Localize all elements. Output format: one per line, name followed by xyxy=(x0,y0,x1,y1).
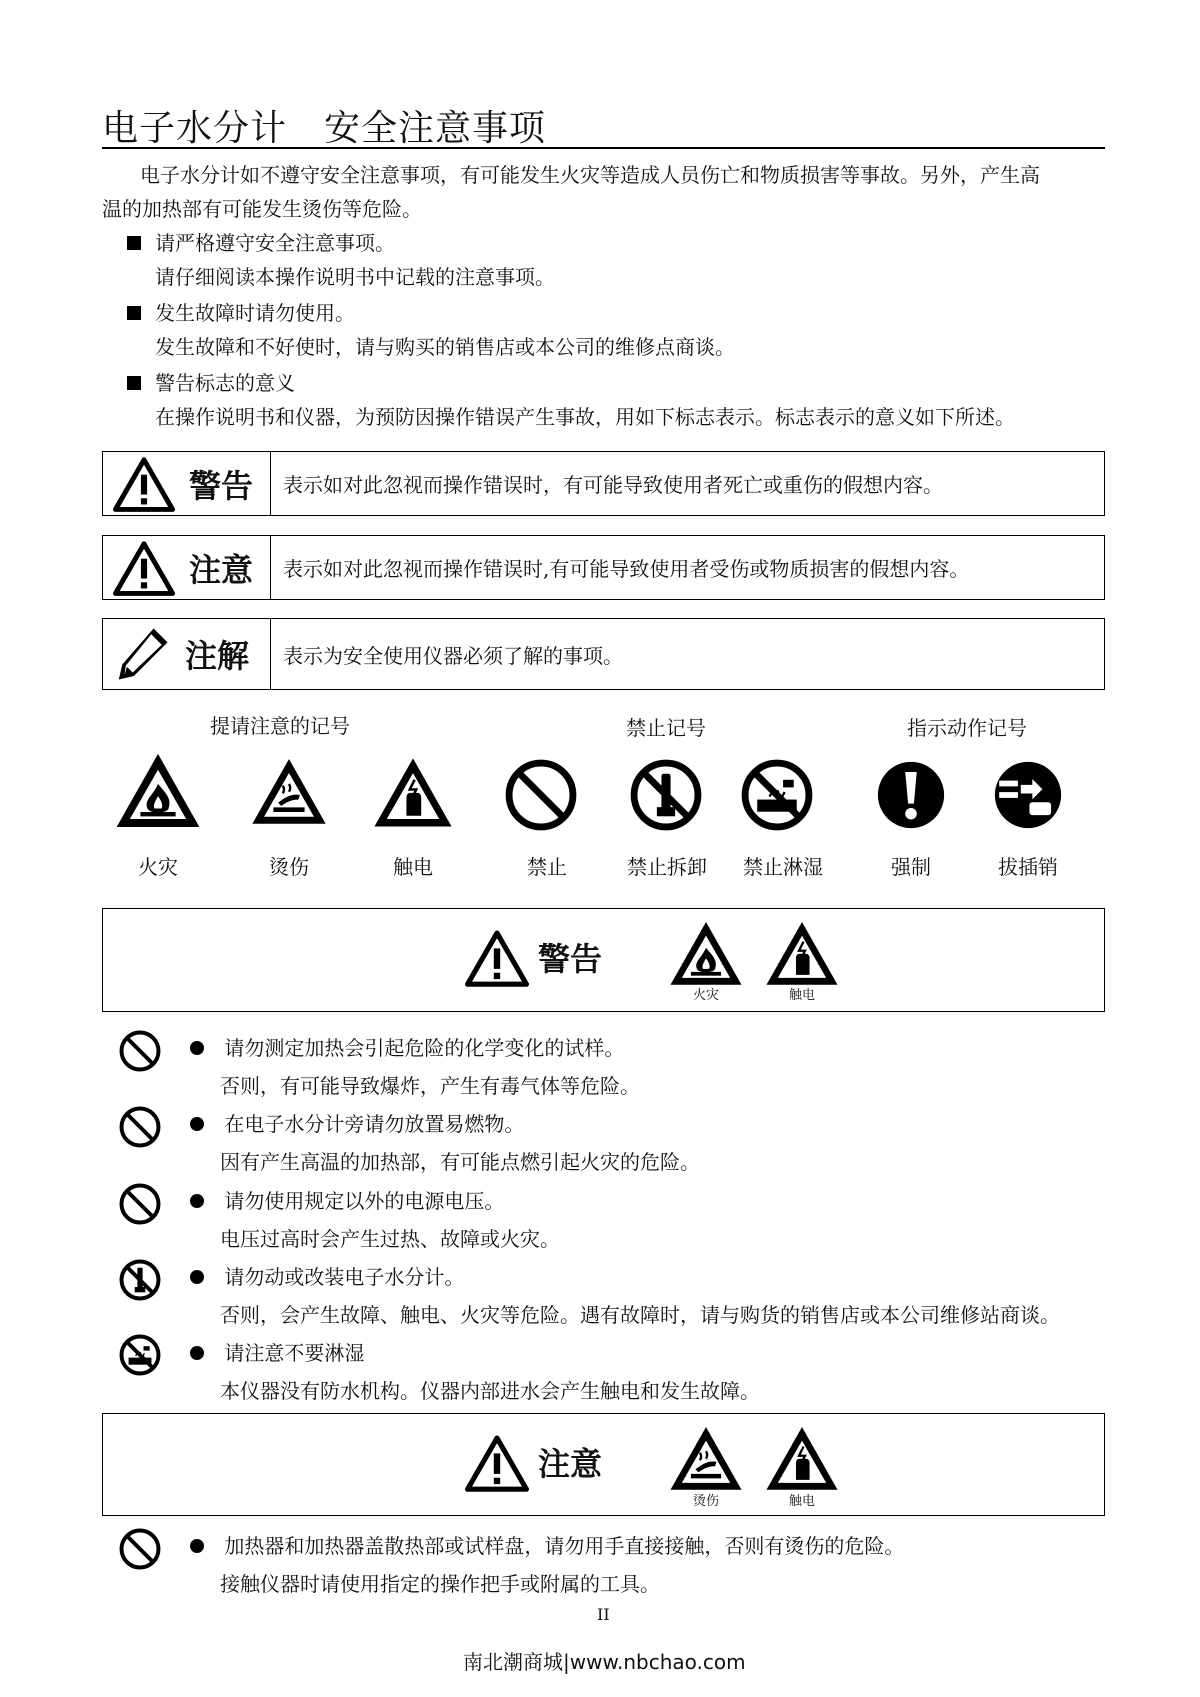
prohibited-icon xyxy=(118,1105,162,1149)
pencil-icon xyxy=(113,623,171,685)
notice-text: 表示为安全使用仪器必须了解的事项。 xyxy=(283,643,623,668)
bullet-icon xyxy=(190,1194,204,1208)
no-disassembly-icon xyxy=(628,757,704,833)
electric-shock-warning-icon xyxy=(372,755,454,829)
caution-body: 接触仪器时请使用指定的操作把手或附属的工具。 xyxy=(220,1572,660,1596)
prohibited-icon xyxy=(118,1527,162,1571)
warning-head: 请勿测定加热会引起危险的化学变化的试样。 xyxy=(224,1036,625,1060)
electric-shock-warning-icon xyxy=(764,919,840,987)
symbol-label: 禁止 xyxy=(527,855,567,879)
warning-triangle-icon xyxy=(465,929,529,987)
bullet-icon xyxy=(190,1539,204,1553)
warning-item xyxy=(190,1185,504,1214)
burn-warning-icon xyxy=(668,1424,744,1492)
item-head: 请严格遵守安全注意事项。 xyxy=(155,231,395,255)
notice-warning xyxy=(102,451,1105,516)
banner-icon-label: 触电 xyxy=(788,988,815,1003)
list-item xyxy=(127,366,295,400)
symbol-label: 禁止拆卸 xyxy=(627,855,707,879)
warning-triangle-icon xyxy=(465,1434,529,1492)
notice-label-cell xyxy=(103,452,271,515)
notice-label: 警告 xyxy=(189,466,254,505)
prohibited-icon xyxy=(503,757,579,833)
warning-head: 请勿动或改装电子水分计。 xyxy=(224,1265,465,1289)
square-bullet-icon xyxy=(127,306,141,320)
symbol-group-instruction: 指示动作记号 xyxy=(907,716,1027,740)
page-title: 电子水分计 安全注意事项 xyxy=(102,108,547,149)
item-head: 发生故障时请勿使用。 xyxy=(155,301,355,325)
notice-text: 表示如对此忽视而操作错误时,有可能导致使用者受伤或物质损害的假想内容。 xyxy=(283,557,970,581)
warning-triangle-icon xyxy=(113,540,175,596)
page-number: II xyxy=(597,1605,610,1624)
footer-link[interactable]: 南北潮商城|www.nbchao.com xyxy=(463,1650,746,1674)
intro-line-2: 温的加热部有可能发生烫伤等危险。 xyxy=(102,197,422,221)
square-bullet-icon xyxy=(127,376,141,390)
notice-label-cell xyxy=(103,619,271,689)
warning-item xyxy=(190,1032,624,1061)
banner-icon-label: 触电 xyxy=(788,1494,815,1509)
warning-head: 请注意不要淋湿 xyxy=(224,1341,365,1365)
warning-body: 否则，有可能导致爆炸，产生有毒气体等危险。 xyxy=(220,1074,640,1098)
notice-label: 注意 xyxy=(189,550,254,589)
bullet-icon xyxy=(190,1041,204,1055)
warning-body: 因有产生高温的加热部，有可能点燃引起火灾的危险。 xyxy=(220,1150,700,1174)
item-body: 请仔细阅读本操作说明书中记载的注意事项。 xyxy=(155,265,555,289)
warning-item xyxy=(190,1108,524,1137)
unplug-icon xyxy=(992,759,1064,831)
burn-warning-icon xyxy=(250,755,328,827)
square-bullet-icon xyxy=(127,236,141,250)
no-wetting-icon xyxy=(118,1333,162,1377)
banner-title: 警告 xyxy=(538,940,603,978)
banner-icon-label: 火灾 xyxy=(692,988,719,1003)
bullet-icon xyxy=(190,1270,204,1284)
prohibited-icon xyxy=(118,1029,162,1073)
notice-label-cell xyxy=(103,536,271,599)
item-body: 发生故障和不好使时，请与购买的销售店或本公司的维修点商谈。 xyxy=(155,335,735,359)
no-wetting-icon xyxy=(739,757,815,833)
warning-banner xyxy=(102,908,1105,1012)
notice-note xyxy=(102,618,1105,690)
intro-line-1: 电子水分计如不遵守安全注意事项，有可能发生火灾等造成人员伤亡和物质损害等事故。另外，产生高 xyxy=(140,163,1040,187)
prohibited-icon xyxy=(118,1182,162,1226)
banner-title: 注意 xyxy=(538,1445,603,1483)
fire-warning-icon xyxy=(114,750,202,830)
notice-text: 表示如对此忽视而操作错误时，有可能导致使用者死亡或重伤的假想内容。 xyxy=(283,473,943,497)
banner-icon-label: 烫伤 xyxy=(692,1494,719,1509)
symbol-label: 烫伤 xyxy=(269,855,309,879)
warning-body: 电压过高时会产生过热、故障或火灾。 xyxy=(220,1227,560,1251)
warning-body: 否则，会产生故障、触电、火灾等危险。遇有故障时，请与购货的销售店或本公司维修站商谈。 xyxy=(220,1303,1060,1327)
warning-item xyxy=(190,1261,464,1290)
warning-triangle-icon xyxy=(113,456,175,512)
caution-head: 加热器和加热器盖散热部或试样盘，请勿用手直接接触，否则有烫伤的危险。 xyxy=(224,1534,905,1558)
item-body: 在操作说明书和仪器，为预防因操作错误产生事故，用如下标志表示。标志表示的意义如下所述。 xyxy=(155,405,1015,429)
symbol-label: 触电 xyxy=(393,855,433,879)
list-item xyxy=(127,296,355,330)
warning-body: 本仪器没有防水机构。仪器内部进水会产生触电和发生故障。 xyxy=(220,1379,760,1403)
notice-label: 注解 xyxy=(185,637,250,675)
item-head: 警告标志的意义 xyxy=(155,371,295,395)
symbol-label: 火灾 xyxy=(138,855,178,879)
electric-shock-warning-icon xyxy=(764,1424,840,1492)
symbol-label: 强制 xyxy=(891,855,931,879)
symbol-group-prohibit: 禁止记号 xyxy=(626,716,706,740)
warning-head: 请勿使用规定以外的电源电压。 xyxy=(224,1189,505,1213)
fire-warning-icon xyxy=(668,919,744,987)
symbol-label: 禁止淋湿 xyxy=(743,855,823,879)
no-disassembly-icon xyxy=(118,1258,162,1302)
mandatory-icon xyxy=(875,759,947,831)
bullet-icon xyxy=(190,1346,204,1360)
warning-item xyxy=(190,1337,364,1366)
list-item xyxy=(127,226,395,260)
bullet-icon xyxy=(190,1117,204,1131)
symbol-group-attention: 提请注意的记号 xyxy=(210,714,350,738)
title-rule xyxy=(102,147,1105,149)
notice-caution xyxy=(102,535,1105,600)
symbol-label: 拔插销 xyxy=(998,855,1058,879)
caution-banner xyxy=(102,1413,1105,1516)
caution-item xyxy=(190,1530,904,1559)
warning-head: 在电子水分计旁请勿放置易燃物。 xyxy=(224,1112,525,1136)
